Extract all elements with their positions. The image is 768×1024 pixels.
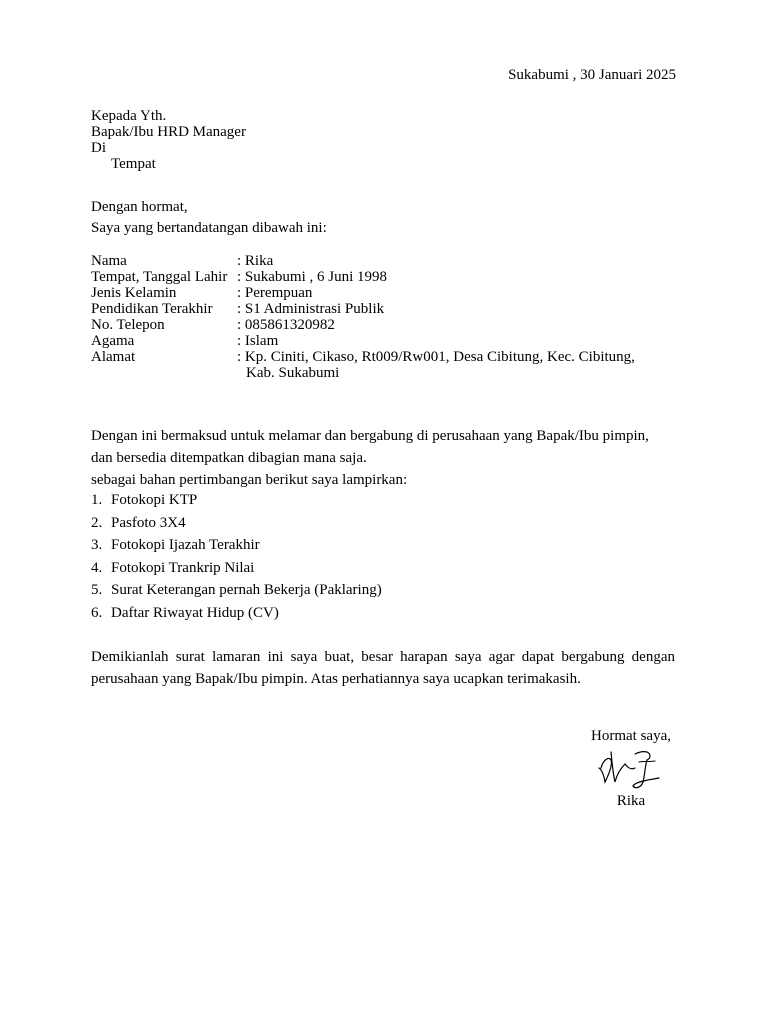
- list-number: 2.: [91, 514, 103, 531]
- applicant-details: [91, 253, 635, 381]
- detail-value: : Rika: [237, 253, 274, 269]
- address-line-1: : Kp. Ciniti, Cikaso, Rt009/Rw001, Desa Cibitung, Kec. Cibitung,: [237, 349, 635, 365]
- list-text: Daftar Riwayat Hidup (CV): [111, 604, 279, 621]
- purpose-paragraph: [91, 425, 649, 491]
- list-number: 6.: [91, 604, 103, 621]
- list-item: [91, 512, 382, 535]
- purpose-line-1: Dengan ini bermaksud untuk melamar dan bergabung di perusahaan yang Bapak/Ibu pimpin,: [91, 428, 649, 444]
- detail-row-name: [91, 253, 635, 269]
- purpose-line-2: dan bersedia ditempatkan dibagian mana saja.: [91, 450, 367, 466]
- list-number: 3.: [91, 537, 103, 553]
- detail-label: Tempat, Tanggal Lahir: [91, 269, 228, 285]
- sign-label: Hormat saya,: [591, 728, 671, 744]
- list-number: 4.: [91, 559, 103, 576]
- closing-paragraph: Demikianlah surat lamaran ini saya buat, besar harapan saya agar dapat bergabung dengan perusahaan yang Bapak/Ibu pimpin. Atas perhatiannya saya ucapkan terimakasih.: [91, 649, 675, 687]
- recipient-line-1: Kepada Yth.: [91, 108, 167, 124]
- recipient-line-4: Tempat: [111, 156, 156, 172]
- detail-value: : Sukabumi , 6 Juni 1998: [237, 269, 388, 285]
- detail-label: Nama: [91, 253, 127, 269]
- list-text: Pasfoto 3X4: [111, 514, 186, 531]
- handwritten-signature: [595, 748, 667, 792]
- list-text: Fotokopi KTP: [111, 492, 198, 508]
- detail-value: : Islam: [237, 333, 279, 349]
- list-item: [91, 579, 382, 602]
- signer-name: Rika: [616, 793, 646, 809]
- greeting: Dengan hormat,: [91, 199, 188, 215]
- detail-value: : S1 Administrasi Publik: [237, 301, 385, 317]
- attachments-list: [91, 489, 382, 624]
- list-item: [91, 489, 382, 512]
- address-line-2: Kab. Sukabumi: [246, 365, 340, 381]
- detail-label: No. Telepon: [91, 317, 165, 333]
- detail-label: Alamat: [91, 349, 136, 365]
- detail-label: Jenis Kelamin: [91, 285, 177, 301]
- list-text: Fotokopi Trankrip Nilai: [111, 559, 255, 576]
- list-item: [91, 602, 382, 625]
- detail-row-gender: [91, 285, 635, 301]
- detail-row-birth: [91, 269, 635, 285]
- detail-value: : Perempuan: [237, 285, 313, 301]
- detail-row-phone: [91, 317, 635, 333]
- place-date: Sukabumi , 30 Januari 2025: [508, 67, 676, 83]
- detail-row-education: [91, 301, 635, 317]
- detail-value: : 085861320982: [237, 317, 335, 333]
- attachments-intro: sebagai bahan pertimbangan berikut saya lampirkan:: [91, 472, 408, 488]
- detail-label: Agama: [91, 333, 135, 349]
- signature-block: [586, 726, 676, 810]
- recipient-block: [91, 108, 246, 172]
- detail-row-religion: [91, 333, 635, 349]
- recipient-line-3: Di: [91, 140, 106, 156]
- list-item: [91, 557, 382, 580]
- intro-sentence: Saya yang bertandatangan dibawah ini:: [91, 220, 327, 236]
- list-item: [91, 534, 382, 557]
- detail-label: Pendidikan Terakhir: [91, 301, 213, 317]
- list-number: 5.: [91, 582, 103, 598]
- detail-row-address: [91, 349, 635, 381]
- list-number: 1.: [91, 492, 103, 508]
- list-text: Fotokopi Ijazah Terakhir: [111, 537, 260, 553]
- recipient-line-2: Bapak/Ibu HRD Manager: [91, 124, 246, 140]
- list-text: Surat Keterangan pernah Bekerja (Paklaring): [111, 582, 382, 598]
- detail-value: [237, 349, 635, 381]
